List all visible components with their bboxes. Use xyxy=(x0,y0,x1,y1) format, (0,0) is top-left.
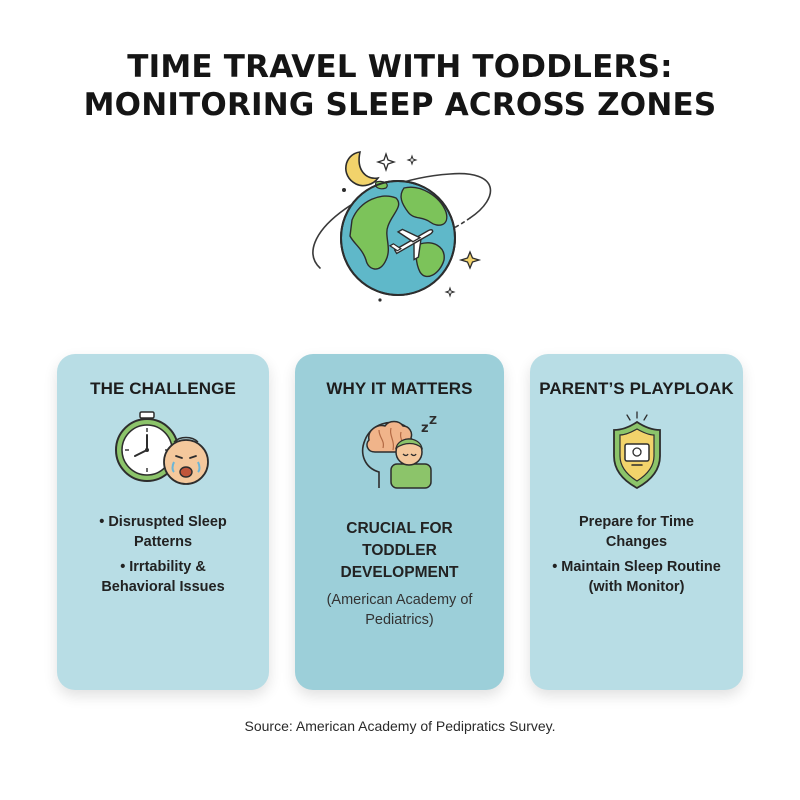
page-title xyxy=(0,48,800,124)
why-it-matters-card xyxy=(295,354,504,690)
citation: (American Academy of Pediatrics) xyxy=(326,592,473,628)
source-note: Source: American Academy of Pedipratics Survey. xyxy=(244,718,556,734)
globe-icon xyxy=(341,181,455,295)
challenge-icon-group xyxy=(108,410,218,490)
playbook-body xyxy=(530,512,743,602)
list-item: • Disruspted Sleep Patterns xyxy=(99,514,227,550)
card-title: PARENT’S PLAYPLOAK xyxy=(539,379,734,398)
svg-text:z: z xyxy=(420,421,429,436)
title-line-2: MONITORING SLEEP ACROSS ZONES xyxy=(83,87,717,123)
emphasis-text: CRUCIAL FOR TODDLER DEVELOPMENT xyxy=(340,520,459,581)
hero-illustration xyxy=(300,140,500,310)
list-item: • Irrtability & Behavioral Issues xyxy=(101,559,225,595)
why-icon-group xyxy=(345,410,455,490)
why-body xyxy=(295,518,504,630)
card-title: WHY IT MATTERS xyxy=(326,379,473,398)
svg-text:Z: Z xyxy=(428,414,437,427)
shield-monitor-icon xyxy=(582,410,692,490)
challenge-bullets xyxy=(57,512,269,602)
card-title: THE CHALLENGE xyxy=(90,379,236,398)
parents-playbook-card xyxy=(530,354,743,690)
list-item: Prepare for Time Changes xyxy=(579,514,694,550)
crescent-moon-icon xyxy=(346,152,378,186)
challenge-card xyxy=(57,354,269,690)
list-item: • Maintain Sleep Routine (with Monitor) xyxy=(552,559,721,595)
title-line-1: TIME TRAVEL WITH TODDLERS: xyxy=(127,49,673,85)
